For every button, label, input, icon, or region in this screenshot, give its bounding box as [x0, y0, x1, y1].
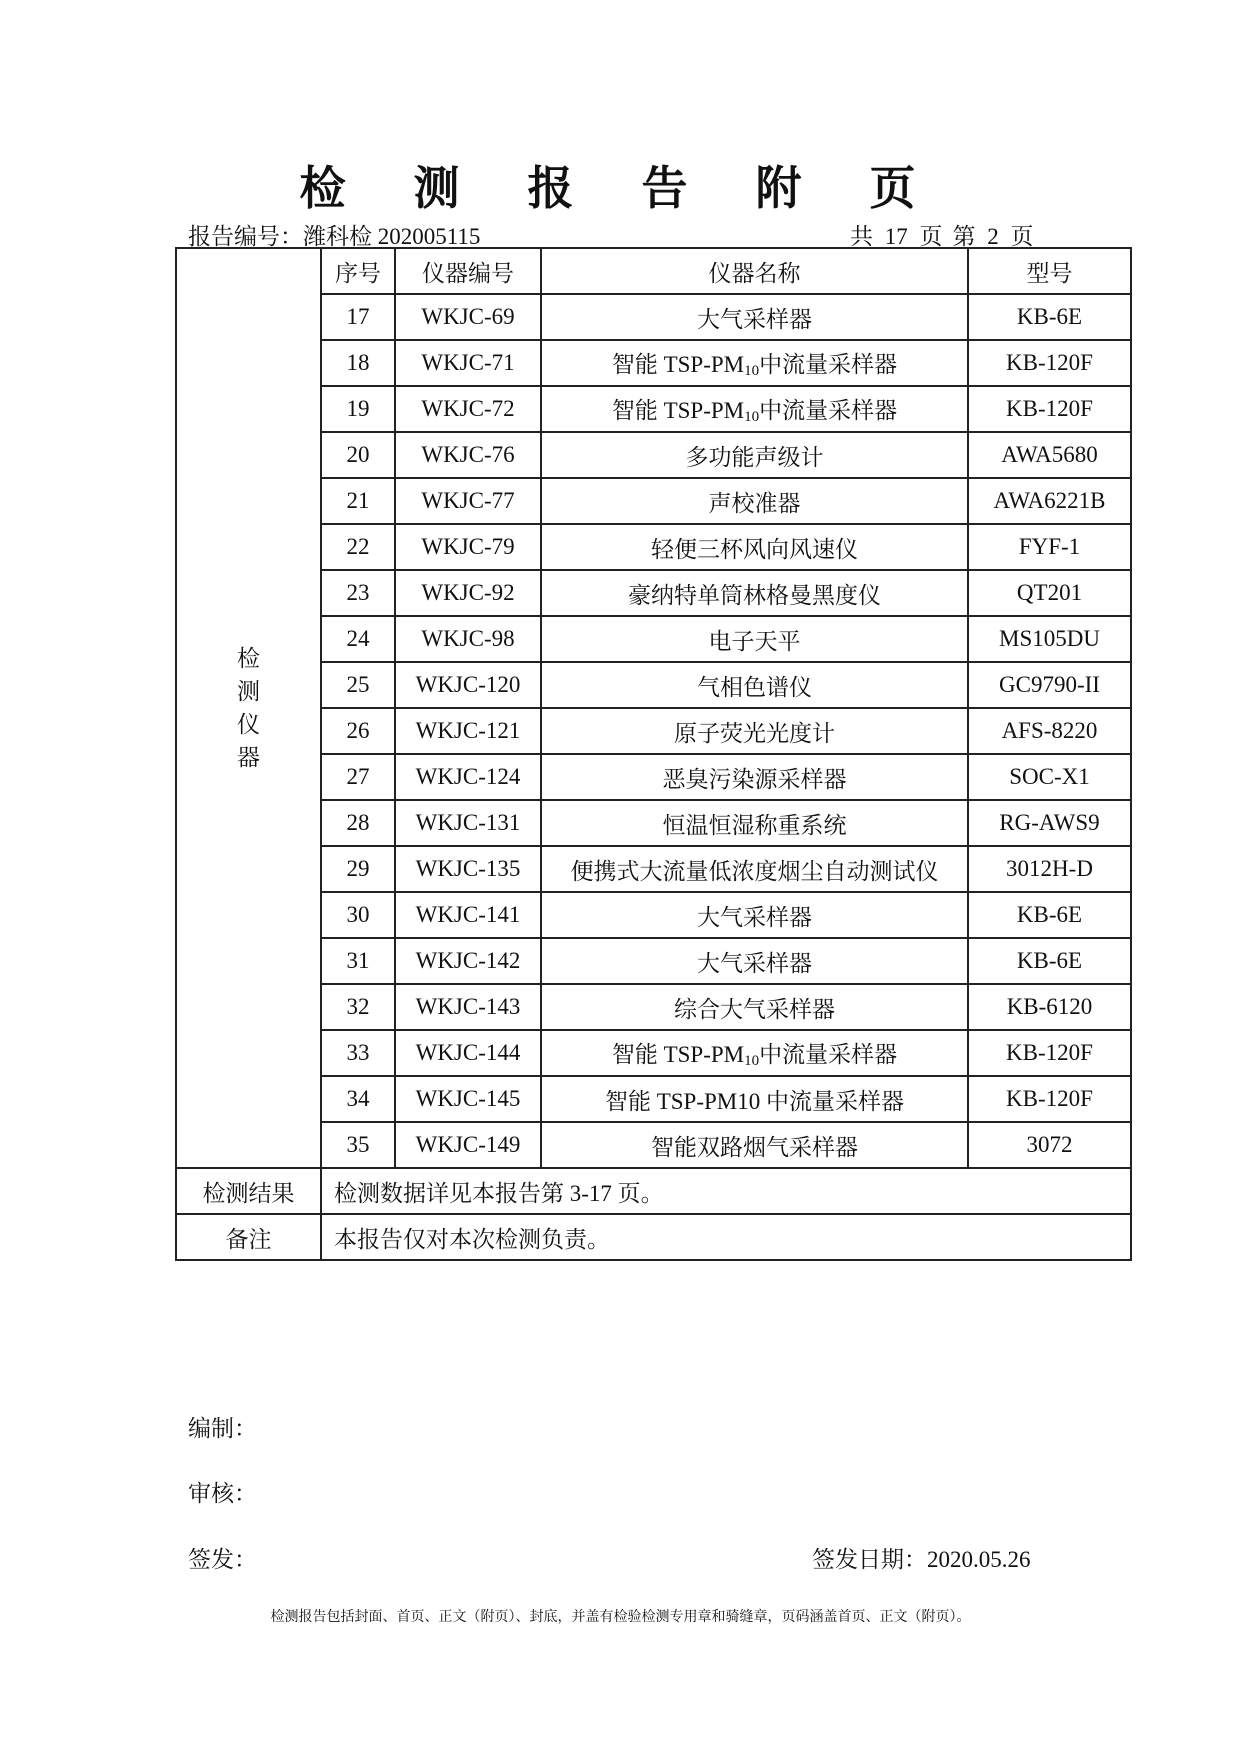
row-serial: 28 [321, 800, 395, 846]
row-serial: 17 [321, 294, 395, 340]
issue-date [812, 1541, 1031, 1574]
row-serial: 23 [321, 570, 395, 616]
total-pages: 共 17 页 [850, 224, 943, 249]
row-serial: 31 [321, 938, 395, 984]
row-instrument-id: WKJC-145 [395, 1076, 541, 1122]
header-serial: 序号 [321, 248, 395, 294]
row-model: KB-6120 [968, 984, 1131, 1030]
issued-by-label: 签发： [188, 1547, 257, 1572]
row-instrument-name: 轻便三杯风向风速仪 [541, 524, 968, 570]
issue-date-value: 2020.05.26 [927, 1547, 1031, 1572]
row-instrument-name: 大气采样器 [541, 938, 968, 984]
header-instrument-id: 仪器编号 [395, 248, 541, 294]
row-model: GC9790-II [968, 662, 1131, 708]
row-instrument-id: WKJC-72 [395, 386, 541, 432]
row-instrument-id: WKJC-143 [395, 984, 541, 1030]
row-instrument-id: WKJC-76 [395, 432, 541, 478]
compiled-by-label: 编制： [188, 1416, 257, 1441]
row-instrument-name: 豪纳特单筒林格曼黑度仪 [541, 570, 968, 616]
row-model: KB-6E [968, 294, 1131, 340]
row-model: 3012H-D [968, 846, 1131, 892]
row-serial: 30 [321, 892, 395, 938]
result-row [176, 1168, 1131, 1214]
page-title: 检 测 报 告 附 页 [299, 161, 942, 215]
row-instrument-id: WKJC-141 [395, 892, 541, 938]
row-model: KB-120F [968, 1030, 1131, 1076]
row-serial: 22 [321, 524, 395, 570]
row-serial: 18 [321, 340, 395, 386]
remark-text: 本报告仅对本次检测负责。 [321, 1214, 1131, 1260]
row-instrument-name: 声校准器 [541, 478, 968, 524]
row-model: 3072 [968, 1122, 1131, 1168]
row-instrument-name: 便携式大流量低浓度烟尘自动测试仪 [541, 846, 968, 892]
row-instrument-name: 大气采样器 [541, 892, 968, 938]
instrument-table [175, 247, 1132, 1261]
result-text: 检测数据详见本报告第 3-17 页。 [321, 1168, 1131, 1214]
row-serial: 29 [321, 846, 395, 892]
row-model: QT201 [968, 570, 1131, 616]
row-instrument-name: 大气采样器 [541, 294, 968, 340]
row-instrument-id: WKJC-131 [395, 800, 541, 846]
row-serial: 33 [321, 1030, 395, 1076]
row-serial: 27 [321, 754, 395, 800]
row-instrument-name: 恶臭污染源采样器 [541, 754, 968, 800]
row-model: AFS-8220 [968, 708, 1131, 754]
row-instrument-name: 恒温恒湿称重系统 [541, 800, 968, 846]
row-model: KB-120F [968, 386, 1131, 432]
row-instrument-id: WKJC-92 [395, 570, 541, 616]
remark-label: 备注 [176, 1214, 321, 1260]
header-model: 型号 [968, 248, 1131, 294]
section-label-instruments: 检 测 仪 器 [176, 248, 321, 1168]
report-number: 报告编号：潍科检 202005115 [188, 224, 481, 249]
row-instrument-name: 综合大气采样器 [541, 984, 968, 1030]
row-serial: 19 [321, 386, 395, 432]
row-serial: 26 [321, 708, 395, 754]
row-model: RG-AWS9 [968, 800, 1131, 846]
row-model: MS105DU [968, 616, 1131, 662]
row-model: SOC-X1 [968, 754, 1131, 800]
row-instrument-id: WKJC-98 [395, 616, 541, 662]
row-instrument-id: WKJC-77 [395, 478, 541, 524]
current-page: 第 2 页 [952, 224, 1034, 249]
row-model: AWA5680 [968, 432, 1131, 478]
row-model: KB-6E [968, 938, 1131, 984]
row-serial: 34 [321, 1076, 395, 1122]
row-model: FYF-1 [968, 524, 1131, 570]
row-instrument-id: WKJC-69 [395, 294, 541, 340]
row-model: KB-120F [968, 340, 1131, 386]
row-serial: 35 [321, 1122, 395, 1168]
row-model: KB-120F [968, 1076, 1131, 1122]
row-model: KB-6E [968, 892, 1131, 938]
row-serial: 24 [321, 616, 395, 662]
row-instrument-id: WKJC-79 [395, 524, 541, 570]
row-instrument-id: WKJC-135 [395, 846, 541, 892]
row-serial: 32 [321, 984, 395, 1030]
footnote: 检测报告包括封面、首页、正文（附页）、封底，并盖有检验检测专用章和骑缝章，页码涵盖首页、正文（附页）。 [270, 1610, 971, 1625]
row-instrument-name: 智能 TSP-PM10 中流量采样器 [541, 1076, 968, 1122]
row-instrument-id: WKJC-121 [395, 708, 541, 754]
row-instrument-id: WKJC-120 [395, 662, 541, 708]
row-instrument-name: 智能 TSP-$PM_{10}$中流量采样器 [541, 340, 968, 386]
row-instrument-id: WKJC-149 [395, 1122, 541, 1168]
row-model: AWA6221B [968, 478, 1131, 524]
row-serial: 25 [321, 662, 395, 708]
row-serial: 20 [321, 432, 395, 478]
row-instrument-name: 智能 TSP-$PM_{10}$中流量采样器 [541, 386, 968, 432]
row-instrument-name: 智能双路烟气采样器 [541, 1122, 968, 1168]
remark-row [176, 1214, 1131, 1260]
row-instrument-id: WKJC-71 [395, 340, 541, 386]
row-instrument-id: WKJC-144 [395, 1030, 541, 1076]
row-serial: 21 [321, 478, 395, 524]
row-instrument-name: 电子天平 [541, 616, 968, 662]
table-header-row [176, 248, 1131, 294]
row-instrument-id: WKJC-142 [395, 938, 541, 984]
row-instrument-name: 气相色谱仪 [541, 662, 968, 708]
result-label: 检测结果 [176, 1168, 321, 1214]
row-instrument-name: 智能 TSP-$PM_{10}$中流量采样器 [541, 1030, 968, 1076]
row-instrument-id: WKJC-124 [395, 754, 541, 800]
reviewed-by-label: 审核： [188, 1481, 257, 1506]
row-instrument-name: 原子荧光光度计 [541, 708, 968, 754]
issue-date-label: 签发日期： [812, 1547, 927, 1572]
header-instrument-name: 仪器名称 [541, 248, 968, 294]
row-instrument-name: 多功能声级计 [541, 432, 968, 478]
